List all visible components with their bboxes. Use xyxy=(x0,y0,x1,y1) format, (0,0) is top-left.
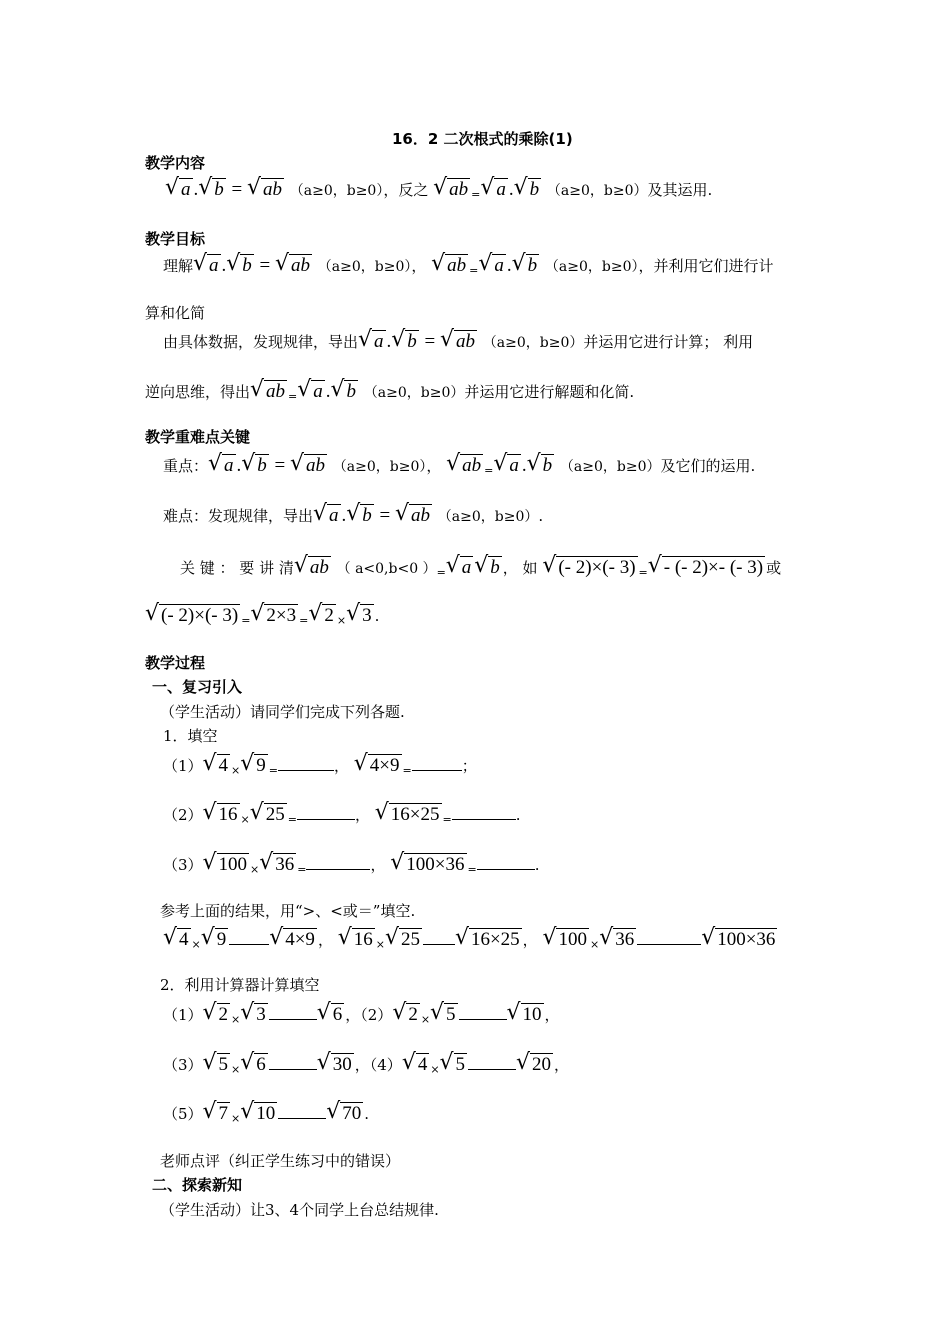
sqrt-ab: √ ab xyxy=(433,175,469,200)
answer-blank[interactable] xyxy=(306,855,370,870)
answer-blank[interactable] xyxy=(452,805,516,820)
sqrt-a: √ a xyxy=(480,175,506,200)
answer-blank[interactable] xyxy=(297,805,355,820)
fill-item-2: （2） √ 16 $_\times$ √ 25 $_=$ ， √ 16×25 $_=$ . xyxy=(163,800,521,826)
fill-item-1: （1） √ 4 $_\times$ √ 9 $_=$ ， √ 4×9 $_=$ ； xyxy=(163,751,477,777)
answer-blank[interactable] xyxy=(278,1104,326,1119)
answer-blank[interactable] xyxy=(637,930,701,945)
key-line-1: 关 键 ： 要 讲 清 √ ab （ a<0,b<0 ）$_=$ √ a √ b ， 如 √ (- 2)×(- 3) $_=$ √ - (- 2)×- (- 3) 或 xyxy=(180,553,782,579)
sqrt-ab: √ ab xyxy=(246,175,282,200)
content-formula-line: √ a . √ b = √ ab （a≥0，b≥0），反之 √ ab $_=$ √ a . √ b （a≥0，b≥0）及其运用. xyxy=(165,175,713,201)
section-heading-goals: 教学目标 xyxy=(145,230,206,248)
calc-title: 2．利用计算器计算填空 xyxy=(160,976,320,994)
answer-blank[interactable] xyxy=(412,756,462,771)
section-heading-keys: 教学重难点关键 xyxy=(145,428,251,446)
answer-blank[interactable] xyxy=(269,1005,317,1020)
sqrt-b: √ b xyxy=(198,175,224,200)
difficulty-line: 难点：发现规律，导出 √ a . √ b = √ ab （a≥0，b≥0）. xyxy=(163,501,544,526)
subsection-explore: 二、探索新知 xyxy=(152,1176,243,1194)
reference-instruction: 参考上面的结果，用“>、<或＝”填空. xyxy=(160,902,416,920)
calc-row-2: （3） √ 5 $_\times$ √ 6 √ 30 ，（4） √ 4 $_\times$ √ 5 √ 20 ， xyxy=(163,1050,570,1076)
answer-blank[interactable] xyxy=(423,930,455,945)
answer-blank[interactable] xyxy=(459,1005,507,1020)
goals-line-1: 理解 √ a . √ b = √ ab （a≥0，b≥0）， √ ab $_=$ √ a . √ b （a≥0，b≥0），并利用它们进行计 xyxy=(163,251,774,277)
section-heading-process: 教学过程 xyxy=(145,654,206,672)
answer-blank[interactable] xyxy=(278,756,334,771)
goals-line-2: 算和化简 xyxy=(145,304,206,322)
answer-blank[interactable] xyxy=(269,1055,317,1070)
goals-line-3: 由具体数据，发现规律，导出 √ a . √ b = √ ab （a≥0，b≥0）并运用它进行计算； 利用 xyxy=(163,327,754,352)
answer-blank[interactable] xyxy=(468,1055,516,1070)
calc-row-1: （1） √ 2 $_\times$ √ 3 √ 6 ，（2） √ 2 $_\times$ √ 5 √ 10 ， xyxy=(163,1000,560,1026)
sqrt-b: √ b xyxy=(513,175,540,200)
answer-blank[interactable] xyxy=(229,930,269,945)
compare-line: √ 4 $_\times$ √ 9 √ 4×9 ， √ 16 $_\times$ √ 25 √ 16×25 ， √ 100 $_\times$ √ 36 √ 100×36 xyxy=(163,925,776,951)
fill-item-3: （3） √ 100 $_\times$ √ 36 $_=$ ， √ 100×36 $_=$ . xyxy=(163,850,540,876)
fill-title: 1．填空 xyxy=(163,727,218,745)
section-heading-content: 教学内容 xyxy=(145,154,206,172)
key-point-line: 重点： √ a . √ b = √ ab （a≥0，b≥0）， √ ab $_=$ √ a . √ b （a≥0，b≥0）及它们的运用. xyxy=(163,451,756,477)
activity-2: （学生活动）让3、4个同学上台总结规律. xyxy=(160,1201,439,1219)
calc-row-3: （5） √ 7 $_\times$ √ 10 √ 70 . xyxy=(163,1099,370,1125)
activity-1: （学生活动）请同学们完成下列各题. xyxy=(160,703,405,721)
document-title: 16．2 二次根式的乘除(1) xyxy=(392,130,573,148)
key-line-2: √ (- 2)×(- 3) $_=$ √ 2×3 $_=$ √ 2 $_\times$ √ 3 . xyxy=(145,601,380,627)
subsection-review: 一、复习引入 xyxy=(152,678,243,696)
answer-blank[interactable] xyxy=(477,855,535,870)
teacher-comment: 老师点评（纠正学生练习中的错误） xyxy=(160,1152,401,1170)
sqrt-a: √ a xyxy=(165,175,191,200)
goals-line-4: 逆向思维，得出 √ ab $_=$ √ a . √ b （a≥0，b≥0）并运用它进行解题和化简. xyxy=(145,377,635,403)
